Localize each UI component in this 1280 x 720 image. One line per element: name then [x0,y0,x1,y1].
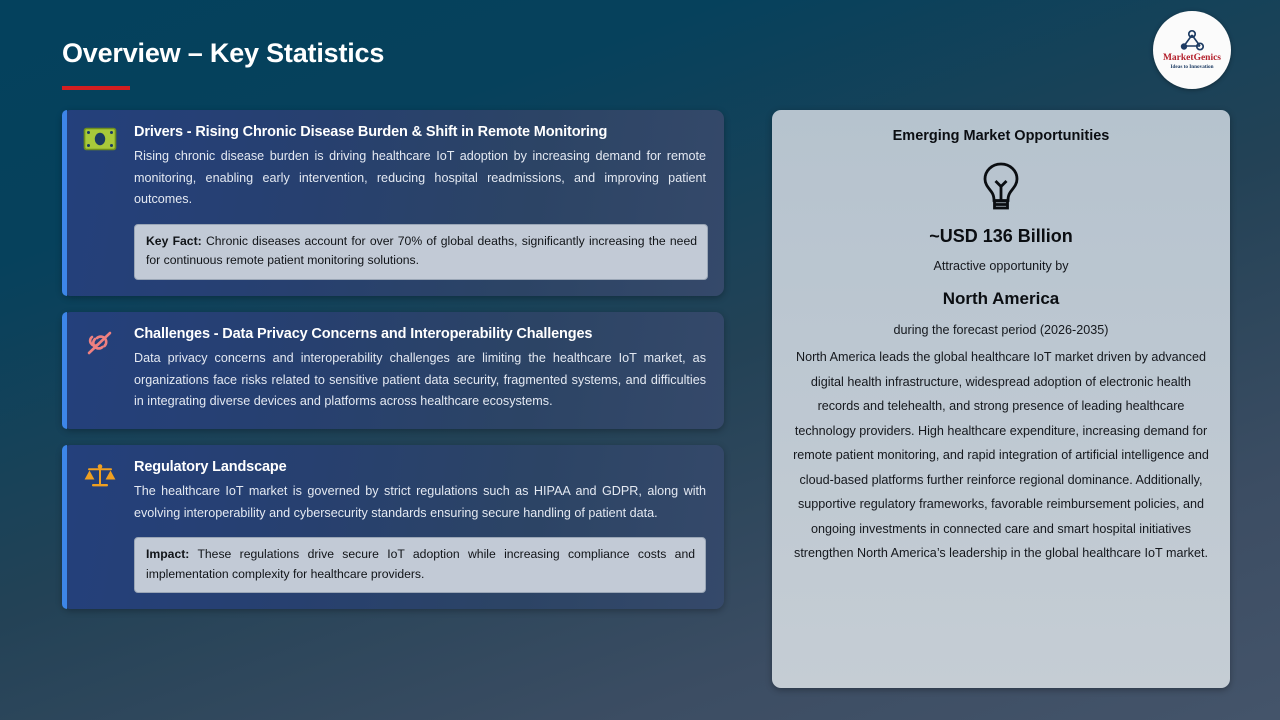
market-value-figure: ~USD 136 Billion [929,226,1073,246]
network-nodes-icon [1179,29,1205,53]
page-title: Overview – Key Statistics [62,38,385,68]
card-title: Challenges - Data Privacy Concerns and Interoperability Challenges [134,326,593,342]
statistics-card-list [62,110,724,609]
card-regulatory-landscape [62,445,724,609]
card-title: Regulatory Landscape [134,458,287,475]
key-fact-callout [134,224,708,280]
callout-label: Key Fact: [146,233,202,248]
logo-tagline: Ideas to Innovation [1170,64,1214,71]
impact-callout [134,537,706,593]
leading-region: North America [942,289,1060,308]
opportunity-subtitle: Attractive opportunity by [933,259,1069,273]
card-challenges [62,312,724,429]
panel-description: North America leads the global healthcare IoT market driven by advanced digital health infrastructure, widespread adoption of electronic health records and telehealth, and strong presence of leading healthcare technology providers. High healthcare expenditure, increasing demand for remote patient monitoring, and rapid integration of artificial intelligence and cloud-based platforms further reinforce regional dominance. Additionally, supportive regulatory frameworks, favorable reimbursement policies, and ongoing investments in connected care and smart hospital initiatives strengthen North America’s leadership in the global healthcare IoT market. [793,350,1209,561]
card-description: Rising chronic disease burden is driving healthcare IoT adoption by increasing demand for remote monitoring, enabling early intervention, reducing hospital readmissions, and improving patient outcomes. [134,149,706,207]
title-underline-rule [62,86,130,90]
banknote-icon [80,124,120,164]
card-drivers [62,110,724,296]
forecast-period: during the forecast period (2026-2035) [893,323,1109,337]
broken-link-icon [80,326,120,366]
scales-of-justice-icon [80,459,120,499]
callout-text: Chronic diseases account for over 70% of global deaths, significantly increasing the need for continuous remote patient monitoring solutions. [146,233,697,268]
lightbulb-icon [790,160,1212,214]
callout-text: These regulations drive secure IoT adoption while increasing compliance costs and implementation complexity for healthcare providers. [146,547,695,581]
emerging-market-opportunities-panel [772,110,1230,688]
logo-company-name: MarketGenics [1162,53,1222,64]
brand-logo [1153,11,1231,89]
callout-label: Impact: [146,547,190,562]
card-title: Drivers - Rising Chronic Disease Burden & Shift in Remote Monitoring [134,124,608,140]
panel-title: Emerging Market Opportunities [892,128,1110,144]
card-description: Data privacy concerns and interoperability challenges are limiting the healthcare IoT market, as organizations face risks related to sensitive patient data security, fragmented systems, and difficulties in integrating diverse devices and platforms across healthcare ecosystems. [134,351,706,409]
card-description: The healthcare IoT market is governed by strict regulations such as HIPAA and GDPR, along with evolving interoperability and cybersecurity standards ensuring secure handling of patient data. [134,483,706,520]
